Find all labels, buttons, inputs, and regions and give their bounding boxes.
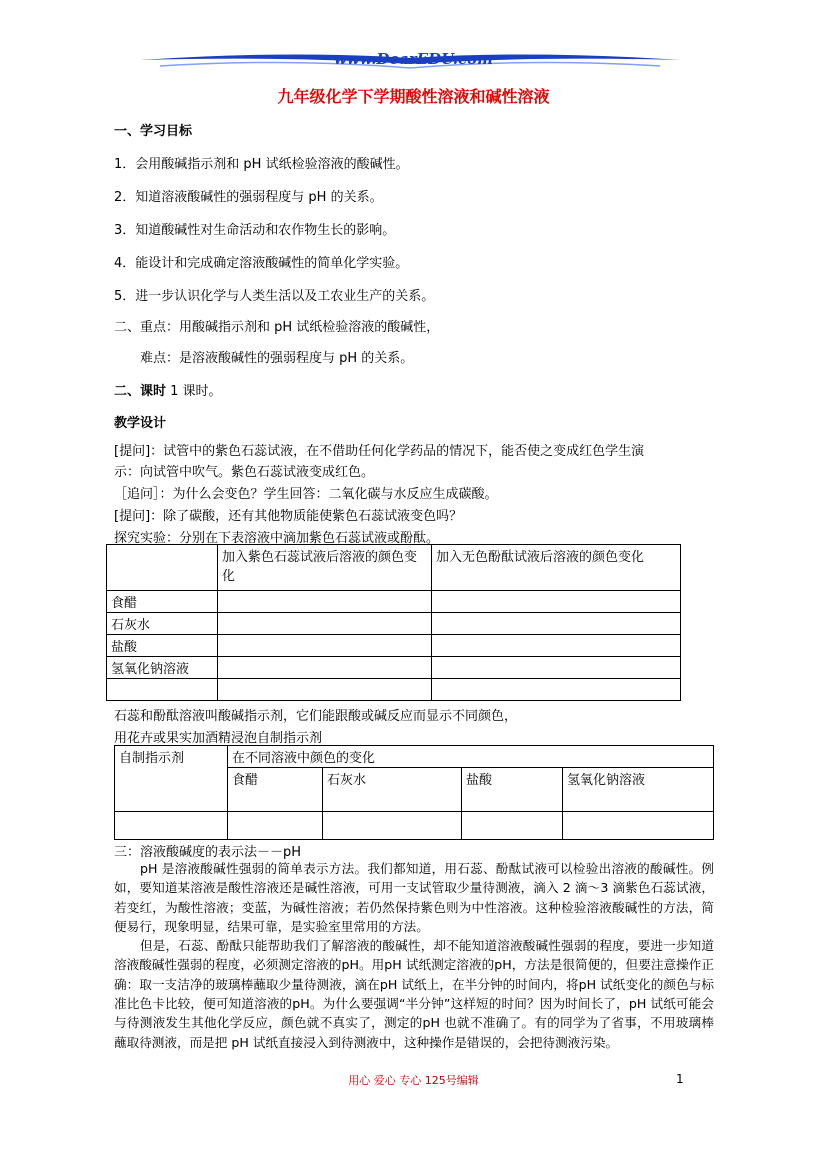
table-cell bbox=[218, 657, 432, 679]
ph-explanation bbox=[114, 859, 714, 1052]
explore-experiment: 探究实验：分别在下表溶液中滴加紫色石蕊试液或酚酞。 bbox=[114, 531, 440, 546]
table-cell bbox=[228, 812, 323, 840]
question-2: ［追问］：为什么会变色？学生回答：二氧化碳与水反应生成碳酸。 bbox=[114, 487, 498, 502]
table-subheader-cell: 食醋 bbox=[228, 768, 323, 812]
homemade-indicator-table bbox=[114, 745, 714, 840]
indicator-definition: 石蕊和酚酞溶液叫酸碱指示剂，它们能跟酸或碱反应而显示不同颜色， bbox=[114, 709, 518, 724]
table-cell bbox=[432, 591, 681, 613]
goal-item-1: 1．会用酸碱指示剂和 pH 试纸检验溶液的酸碱性。 bbox=[114, 157, 409, 172]
table-header-cell: 加入无色酚酞试液后溶液的颜色变化 bbox=[432, 545, 681, 591]
question-1-line-2: 示：向试管中吹气。紫色石蕊试液变成红色。 bbox=[114, 465, 375, 480]
difficulty-point: 难点：是溶液酸碱性的强弱程度与 pH 的关系。 bbox=[140, 351, 414, 366]
footer-text: 用心 爱心 专心 125号编辑 bbox=[348, 1074, 479, 1087]
table-header-cell: 加入紫色石蕊试液后溶液的颜色变化 bbox=[218, 545, 432, 591]
homemade-indicator-note: 用花卉或果实加酒精浸泡自制指示剂 bbox=[114, 731, 323, 746]
page-number: 1 bbox=[676, 1072, 684, 1086]
table-cell bbox=[115, 812, 228, 840]
table-cell bbox=[218, 613, 432, 635]
table-cell bbox=[218, 679, 432, 701]
question-1-line-1: [提问]：试管中的紫色石蕊试液，在不借助任何化学药品的情况下，能否使之变成红色学生演 bbox=[114, 444, 645, 459]
table-subheader-cell: 氢氧化钠溶液 bbox=[563, 768, 714, 812]
table-row-label: 食醋 bbox=[107, 591, 218, 613]
table-subheader-cell: 盐酸 bbox=[462, 768, 563, 812]
design-heading: 教学设计 bbox=[114, 416, 167, 431]
table-row-label bbox=[107, 679, 218, 701]
goal-item-5: 5．进一步认识化学与人类生活以及工农业生产的关系。 bbox=[114, 289, 435, 304]
table-cell bbox=[218, 591, 432, 613]
table-header-cell bbox=[107, 545, 218, 591]
goal-item-2: 2．知道溶液酸碱性的强弱程度与 pH 的关系。 bbox=[114, 190, 383, 205]
lesson-hours-value: 1 课时。 bbox=[166, 384, 222, 399]
section-heading-ph: 三：溶液酸碱度的表示法－－pH bbox=[114, 845, 302, 860]
table-cell bbox=[218, 635, 432, 657]
site-url[interactable]: www.DearEDU.com bbox=[333, 50, 493, 68]
table-row-label: 盐酸 bbox=[107, 635, 218, 657]
table-cell bbox=[323, 812, 462, 840]
table-subheader-cell: 石灰水 bbox=[323, 768, 462, 812]
key-point: 二、重点：用酸碱指示剂和 pH 试纸检验溶液的酸碱性， bbox=[114, 320, 440, 335]
goal-item-4: 4．能设计和完成确定溶液酸碱性的简单化学实验。 bbox=[114, 256, 409, 271]
lesson-hours bbox=[114, 380, 222, 399]
table-header-cell: 自制指示剂 bbox=[115, 746, 228, 812]
table-cell bbox=[432, 679, 681, 701]
table-cell bbox=[432, 613, 681, 635]
indicator-table bbox=[106, 544, 681, 701]
paragraph: pH 是溶液酸碱性强弱的简单表示方法。我们都知道，用石蕊、酚酞试液可以检验出溶液的酸碱性。例如，要知道某溶液是酸性溶液还是碱性溶液，可用一支试管取少量待测液，滴入 2 滴～3 滴紫色石蕊试液，若变红，为酸性溶液；变蓝，为碱性溶液；若仍然保持紫色则为中性溶液。这种检验溶液酸碱性的方法，简便易行，现象明显，结果可靠，是实验室里常用的方法。 bbox=[114, 861, 714, 934]
paragraph: 但是，石蕊、酚酞只能帮助我们了解溶液的酸碱性，却不能知道溶液酸碱性强弱的程度，要进一步知道溶液酸碱性强弱的程度，必须测定溶液的pH。用pH 试纸测定溶液的pH，方法是很简便的，但要注意操作正确：取一支洁净的玻璃棒蘸取少量待测液，滴在pH 试纸上，在半分钟的时间内，将pH 试纸变化的颜色与标准比色卡比较，便可知道溶液的pH。为什么要强调“半分钟”这样短的时间？因为时间长了，pH 试纸可能会与待测液发生其他化学反应，颜色就不真实了，测定的pH 也就不准确了。有的同学为了省事，不用玻璃棒蘸取待测液，而是把 pH 试纸直接浸入到待测液中，这种操作是错误的，会把待测液污染。 bbox=[114, 938, 714, 1050]
table-header-cell: 在不同溶液中颜色的变化 bbox=[228, 746, 714, 768]
question-3: [提问]：除了碳酸，还有其他物质能使紫色石蕊试液变色吗？ bbox=[114, 509, 463, 524]
table-cell bbox=[432, 635, 681, 657]
table-cell bbox=[563, 812, 714, 840]
goal-item-3: 3．知道酸碱性对生命活动和农作物生长的影响。 bbox=[114, 223, 396, 238]
page-title: 九年级化学下学期酸性溶液和碱性溶液 bbox=[277, 87, 550, 106]
table-row-label: 石灰水 bbox=[107, 613, 218, 635]
section-heading-goals: 一、学习目标 bbox=[114, 124, 193, 139]
table-cell bbox=[462, 812, 563, 840]
table-row-label: 氢氧化钠溶液 bbox=[107, 657, 218, 679]
lesson-hours-label: 二、课时 bbox=[114, 384, 167, 399]
table-cell bbox=[432, 657, 681, 679]
